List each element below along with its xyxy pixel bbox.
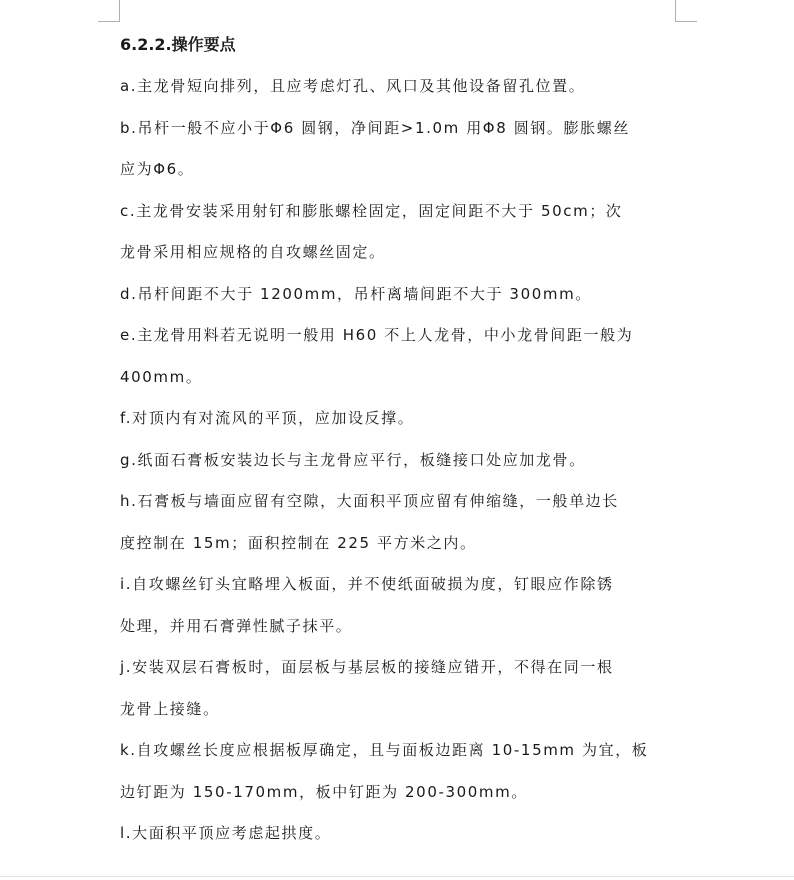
paragraph-line: i.自攻螺丝钉头宜略埋入板面，并不使纸面破损为度，钉眼应作除锈 — [120, 575, 614, 593]
paragraph-c — [120, 191, 682, 274]
paragraph-line: g.纸面石膏板安装边长与主龙骨应平行，板缝接口处应加龙骨。 — [120, 450, 586, 469]
paragraph-i — [120, 564, 682, 647]
top-right-margin-mark — [675, 0, 697, 22]
top-left-margin-mark — [98, 0, 120, 22]
paragraph-line: 边钉距为 150-170mm，板中钉距为 200-300mm。 — [120, 782, 528, 801]
paragraph-b — [120, 108, 682, 191]
paragraph-line: 400mm。 — [120, 367, 203, 386]
paragraph-k — [120, 730, 682, 813]
paragraph-j — [120, 647, 682, 730]
paragraph-line: h.石膏板与墙面应留有空隙，大面积平顶应留有伸缩缝，一般单边长 — [120, 492, 619, 510]
paragraph-line: 度控制在 15m；面积控制在 225 平方米之内。 — [120, 533, 477, 552]
page-bottom-divider — [0, 876, 794, 877]
paragraph-e — [120, 315, 682, 398]
paragraph-l — [120, 813, 682, 855]
section-heading: 6.2.2.操作要点 — [120, 35, 236, 54]
paragraph-line: k.自攻螺丝长度应根据板厚确定，且与面板边距离 10-15mm 为宜，板 — [120, 741, 649, 759]
paragraph-line: b.吊杆一般不应小于Φ6 圆钢，净间距>1.0m 用Φ8 圆钢。膨胀螺丝 — [120, 118, 630, 137]
paragraph-line: 龙骨上接缝。 — [120, 699, 220, 718]
document-body — [120, 24, 682, 855]
paragraph-d — [120, 274, 682, 316]
paragraph-f — [120, 398, 682, 440]
paragraph-h — [120, 481, 682, 564]
paragraph-line: e.主龙骨用料若无说明一般用 H60 不上人龙骨，中小龙骨间距一般为 — [120, 326, 634, 344]
paragraph-line: 应为Φ6。 — [120, 160, 195, 178]
paragraph-a — [120, 66, 682, 108]
paragraph-line: 处理，并用石膏弹性腻子抹平。 — [120, 616, 353, 635]
paragraph-g — [120, 440, 682, 482]
paragraph-line: f.对顶内有对流风的平顶，应加设反撑。 — [120, 409, 415, 427]
paragraph-line: j.安装双层石膏板时，面层板与基层板的接缝应错开，不得在同一根 — [120, 658, 614, 676]
paragraph-line: a.主龙骨短向排列，且应考虑灯孔、风口及其他设备留孔位置。 — [120, 77, 586, 95]
paragraph-line: c.主龙骨安装采用射钉和膨胀螺栓固定，固定间距不大于 50cm；次 — [120, 201, 623, 220]
paragraph-line: l.大面积平顶应考虑起拱度。 — [120, 824, 332, 842]
paragraph-line: d.吊杆间距不大于 1200mm，吊杆离墙间距不大于 300mm。 — [120, 284, 592, 303]
paragraph-line: 龙骨采用相应规格的自攻螺丝固定。 — [120, 243, 386, 261]
